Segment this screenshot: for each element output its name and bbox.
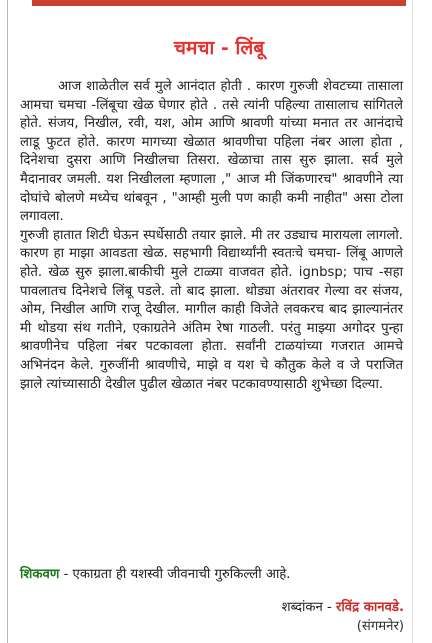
story-paragraph — [20, 78, 403, 227]
credit-label: शब्दांकन - — [281, 600, 336, 615]
paragraph-text: गुरुजी हातात शिटी घेऊन स्पर्धेसाठी तयार झाले. मी तर उड्याच मारायला लागलो. कारण हा माझा आवडता खेळ. सहभागी विद्यार्थ्यांनी स्वतःचे चमचा- लिंबू आणले होते. खेळ सुरु झाला.बाकीची मुले टाळ्या वाजवत होते. ignbsp; पाच -सहा पावलातच दिनेशचे लिंबू पडले. तो बाद झाला. थोड्या अंतरावर गेल्या वर संजय, ओम, निखील आणि राजू देखील. मागील काही विजेते लवकरच बाद झाल्यानंतर मी थोडया संथ गतीने, एकाग्रतेने अंतिम रेषा गाठली. परंतु माझ्या अगोदर पुन्हा श्रावणीनेच पहिला नंबर पटकावला होता. सर्वांनी टाळयांच्या गजरात आमचे अभिनंदन केले. गुरुजींनी श्रावणीचे, माझे व यश चे कौतुक केले व जे पराजित झाले त्यांच्यासाठी देखील पुढील खेळात नंबर पटकावण्यासाठी शुभेच्छा दिल्या. — [20, 227, 403, 392]
story-body — [20, 78, 403, 394]
story-title: चमचा - लिंबू — [173, 37, 265, 59]
moral-line — [20, 566, 403, 584]
author-name: रविंद्र कानवडे. — [336, 600, 404, 615]
right-border — [412, 0, 413, 643]
left-border — [7, 0, 8, 643]
moral-text: - एकाग्रता ही यशस्वी जीवनाची गुरुकिल्ली आहे. — [59, 567, 291, 582]
top-accent-bar — [32, 0, 406, 6]
author-credit — [282, 598, 404, 636]
story-paragraph — [20, 227, 403, 394]
paragraph-text: आज शाळेतील सर्व मुले आनंदात होती . कारण गुरुजी शेवटच्या तासाला आमचा चमचा -लिंबूचा खेळ घेणार होते . तसे त्यांनी पहिल्या तासालाच सांगितले होते. संजय, निखील, रवी, यश, ओम आणि श्रावणी यांच्या मनात तर आनंदाचे लाडू फुटत होते. कारण मागच्या खेळात श्रावणीचा पहिला नंबर आला होता , दिनेशचा दुसरा आणि निखीलचा तिसरा. खेळाचा तास सुरु झाला. सर्व मुले मैदानावर जमली. यश निखीलला म्हणाला ," आज मी जिंकणारच" श्रावणीने त्या दोघांचे बोलणे मध्येच थांबवून , "आम्ही मुली पण काही कमी नाहीत" असा टोला लगावला. — [20, 79, 403, 225]
moral-label: शिकवण — [20, 567, 60, 582]
author-place: (संगमनेर) — [356, 619, 404, 634]
